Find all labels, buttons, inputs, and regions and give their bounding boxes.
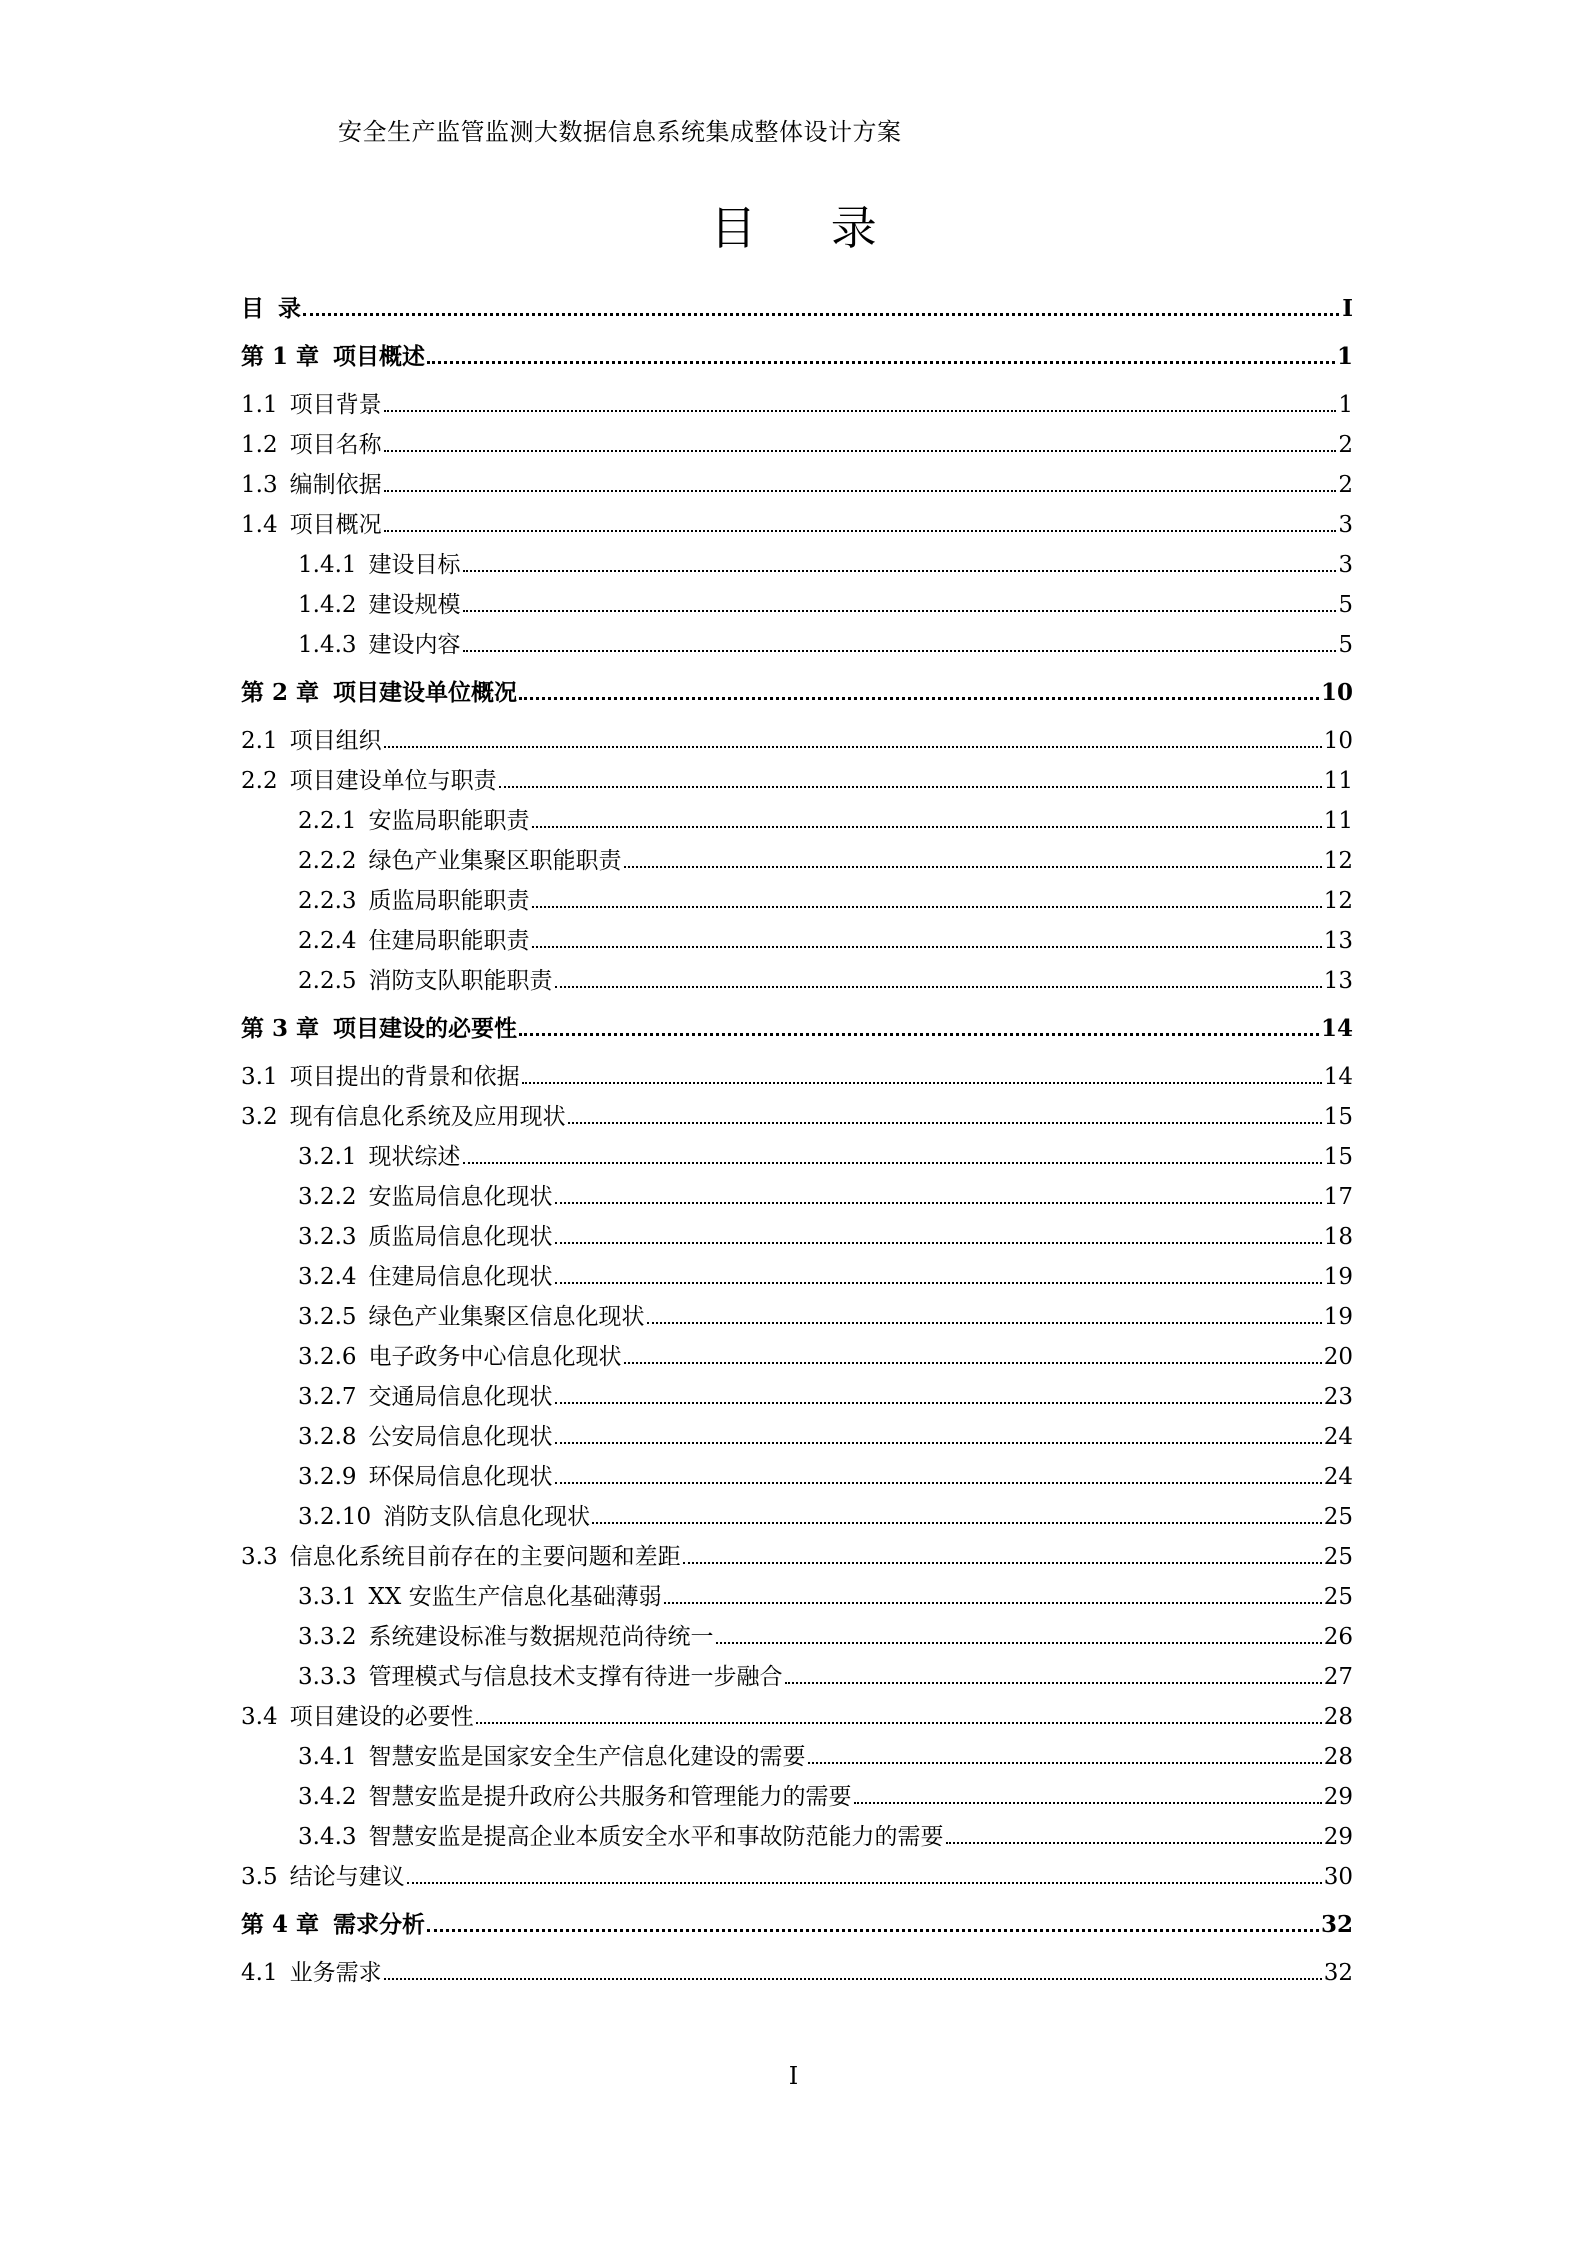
toc-entry[interactable] <box>241 1010 1353 1050</box>
toc-entry-number: 3.2.5 <box>298 1304 357 1330</box>
toc-entry-page: 28 <box>1323 1744 1353 1770</box>
toc-entry-page: 29 <box>1323 1784 1353 1810</box>
toc-entry[interactable] <box>241 1738 1353 1778</box>
toc-entry[interactable] <box>241 1498 1353 1538</box>
toc-entry-page: 13 <box>1323 968 1353 994</box>
toc-entry-label: 智慧安监是提升政府公共服务和管理能力的需要 <box>368 1784 852 1810</box>
toc-entry-label: 安监局职能职责 <box>368 808 530 834</box>
toc-entry-number: 2.1 <box>241 728 278 754</box>
toc-entry[interactable] <box>241 1258 1353 1298</box>
toc-entry[interactable] <box>241 802 1353 842</box>
toc-entry-number: 3.1 <box>241 1064 278 1090</box>
toc-entry[interactable] <box>241 962 1353 1002</box>
toc-entry[interactable] <box>241 1778 1353 1818</box>
toc-entry-number: 2.2.5 <box>298 968 357 994</box>
toc-entry-number: 2.2.3 <box>298 888 357 914</box>
toc-entry-label: 项目建设单位与职责 <box>289 768 497 794</box>
toc-entry-page: 24 <box>1323 1464 1353 1490</box>
toc-entry[interactable] <box>241 1418 1353 1458</box>
dot-leader <box>522 1082 1322 1084</box>
dot-leader <box>946 1842 1322 1844</box>
toc-entry-label: 智慧安监是国家安全生产信息化建设的需要 <box>368 1744 806 1770</box>
toc-entry-number: 3.2.10 <box>298 1504 372 1530</box>
toc-entry-label: 消防支队信息化现状 <box>383 1504 591 1530</box>
toc-entry-number: 3.4.2 <box>298 1784 357 1810</box>
toc-entry-label: 系统建设标准与数据规范尚待统一 <box>368 1624 714 1650</box>
dot-leader <box>683 1562 1322 1564</box>
toc-entry-page: 10 <box>1320 679 1353 706</box>
dot-leader <box>664 1602 1322 1604</box>
toc-entry-label: 现有信息化系统及应用现状 <box>289 1104 566 1130</box>
toc-entry-page: 19 <box>1323 1264 1353 1290</box>
toc-entry[interactable] <box>241 1906 1353 1946</box>
dot-leader <box>785 1682 1322 1684</box>
toc-entry-page: 1 <box>1336 343 1353 370</box>
toc-entry[interactable] <box>241 1218 1353 1258</box>
toc-entry[interactable] <box>241 426 1353 466</box>
toc-entry[interactable] <box>241 626 1353 666</box>
dot-leader <box>555 1402 1322 1404</box>
toc-entry-page: 23 <box>1323 1384 1353 1410</box>
dot-leader <box>592 1522 1322 1524</box>
toc-entry-label: 项目建设的必要性 <box>333 1015 518 1042</box>
toc-entry-page: 11 <box>1323 768 1353 794</box>
toc-entry-number: 3.2.9 <box>298 1464 357 1490</box>
toc-entry-label: 住建局职能职责 <box>368 928 530 954</box>
toc-entry-page: 12 <box>1323 848 1353 874</box>
dot-leader <box>555 1442 1322 1444</box>
toc-entry[interactable] <box>241 762 1353 802</box>
toc-entry-number: 第 2 章 <box>241 679 320 706</box>
dot-leader <box>407 1882 1322 1884</box>
toc-entry-label: 建设内容 <box>368 632 461 658</box>
toc-entry-page: 2 <box>1338 472 1353 498</box>
toc-entry-page: 29 <box>1323 1824 1353 1850</box>
table-of-contents <box>241 290 1353 1994</box>
toc-entry-label: 绿色产业集聚区信息化现状 <box>368 1304 645 1330</box>
dot-leader <box>854 1802 1322 1804</box>
toc-entry-number: 3.2 <box>241 1104 278 1130</box>
toc-entry[interactable] <box>241 586 1353 626</box>
dot-leader <box>384 746 1322 748</box>
toc-entry-number: 第 3 章 <box>241 1015 320 1042</box>
toc-entry-label: 质监局信息化现状 <box>368 1224 553 1250</box>
toc-entry-label: 消防支队职能职责 <box>368 968 553 994</box>
toc-entry-number: 目 <box>241 295 264 322</box>
toc-entry-page: 19 <box>1323 1304 1353 1330</box>
toc-entry-label: 现状综述 <box>368 1144 461 1170</box>
toc-entry-number: 3.2.8 <box>298 1424 357 1450</box>
toc-entry-label: 公安局信息化现状 <box>368 1424 553 1450</box>
toc-entry[interactable] <box>241 506 1353 546</box>
dot-leader <box>532 826 1322 828</box>
toc-entry-label: 项目建设单位概况 <box>333 679 518 706</box>
dot-leader <box>519 1033 1319 1036</box>
dot-leader <box>463 570 1337 572</box>
toc-entry-number: 3.3.1 <box>298 1584 357 1610</box>
dot-leader <box>555 1282 1322 1284</box>
toc-entry[interactable] <box>241 922 1353 962</box>
toc-entry-label: 智慧安监是提高企业本质安全水平和事故防范能力的需要 <box>368 1824 944 1850</box>
toc-entry-page: 13 <box>1323 928 1353 954</box>
toc-entry-page: 1 <box>1338 392 1353 418</box>
toc-entry-label: 住建局信息化现状 <box>368 1264 553 1290</box>
toc-entry-page: 3 <box>1338 552 1353 578</box>
toc-entry[interactable] <box>241 1138 1353 1178</box>
toc-entry-page: 5 <box>1338 592 1353 618</box>
toc-entry-label: 项目概述 <box>333 343 426 370</box>
toc-entry-number: 3.2.7 <box>298 1384 357 1410</box>
toc-entry-label: 安监局信息化现状 <box>368 1184 553 1210</box>
toc-entry-label: 录 <box>278 295 301 322</box>
toc-entry-page: 5 <box>1338 632 1353 658</box>
dot-leader <box>384 410 1337 412</box>
toc-entry-label: 信息化系统目前存在的主要问题和差距 <box>289 1544 681 1570</box>
dot-leader <box>303 313 1339 316</box>
toc-entry-label: 项目概况 <box>289 512 382 538</box>
dot-leader <box>384 530 1337 532</box>
toc-entry-number: 3.2.6 <box>298 1344 357 1370</box>
dot-leader <box>532 946 1322 948</box>
toc-entry-label: 项目名称 <box>289 432 382 458</box>
toc-entry[interactable] <box>241 1298 1353 1338</box>
toc-entry[interactable] <box>241 466 1353 506</box>
toc-entry-label: 建设规模 <box>368 592 461 618</box>
toc-entry-label: 环保局信息化现状 <box>368 1464 553 1490</box>
toc-entry-label: XX 安监生产信息化基础薄弱 <box>368 1584 662 1610</box>
toc-entry-label: 质监局职能职责 <box>368 888 530 914</box>
toc-entry-number: 2.2.1 <box>298 808 357 834</box>
toc-entry-number: 3.4.1 <box>298 1744 357 1770</box>
toc-entry-number: 3.2.3 <box>298 1224 357 1250</box>
toc-entry[interactable] <box>241 1098 1353 1138</box>
toc-entry[interactable] <box>241 290 1353 330</box>
toc-entry-page: 24 <box>1323 1424 1353 1450</box>
dot-leader <box>463 1162 1322 1164</box>
toc-entry-number: 1.4.2 <box>298 592 357 618</box>
dot-leader <box>555 1242 1322 1244</box>
toc-entry[interactable] <box>241 722 1353 762</box>
toc-entry[interactable] <box>241 674 1353 714</box>
toc-entry-page: 12 <box>1323 888 1353 914</box>
toc-entry[interactable] <box>241 386 1353 426</box>
dot-leader <box>624 1362 1322 1364</box>
toc-entry-number: 3.5 <box>241 1864 278 1890</box>
toc-entry-page: 27 <box>1323 1664 1353 1690</box>
toc-entry-number: 3.3.2 <box>298 1624 357 1650</box>
toc-entry-label: 项目建设的必要性 <box>289 1704 474 1730</box>
toc-entry-page: 15 <box>1323 1144 1353 1170</box>
dot-leader <box>555 986 1322 988</box>
dot-leader <box>808 1762 1322 1764</box>
toc-entry-label: 需求分析 <box>333 1911 426 1938</box>
toc-entry-page: 15 <box>1323 1104 1353 1130</box>
toc-entry[interactable] <box>241 1458 1353 1498</box>
toc-entry-number: 2.2 <box>241 768 278 794</box>
toc-entry-page: 25 <box>1323 1504 1353 1530</box>
dot-leader <box>716 1642 1322 1644</box>
toc-entry-page: 25 <box>1323 1544 1353 1570</box>
toc-entry-label: 管理模式与信息技术支撑有待进一步融合 <box>368 1664 783 1690</box>
toc-entry-page: 30 <box>1323 1864 1353 1890</box>
toc-entry[interactable] <box>241 1178 1353 1218</box>
toc-entry-number: 3.2.2 <box>298 1184 357 1210</box>
toc-entry-page: 10 <box>1323 728 1353 754</box>
dot-leader <box>519 697 1319 700</box>
toc-entry-number: 第 1 章 <box>241 343 320 370</box>
toc-entry-label: 绿色产业集聚区职能职责 <box>368 848 622 874</box>
toc-entry-page: 14 <box>1320 1015 1353 1042</box>
toc-entry-page: 2 <box>1338 432 1353 458</box>
toc-entry-label: 项目提出的背景和依据 <box>289 1064 520 1090</box>
toc-entry[interactable] <box>241 1578 1353 1618</box>
toc-entry[interactable] <box>241 1858 1353 1898</box>
toc-entry-number: 第 4 章 <box>241 1911 320 1938</box>
toc-entry[interactable] <box>241 1378 1353 1418</box>
toc-entry-page: 18 <box>1323 1224 1353 1250</box>
toc-entry[interactable] <box>241 1818 1353 1858</box>
dot-leader <box>384 450 1337 452</box>
toc-entry[interactable] <box>241 1618 1353 1658</box>
toc-entry-number: 1.1 <box>241 392 278 418</box>
toc-title: 目 录 <box>710 201 907 255</box>
toc-entry-page: 28 <box>1323 1704 1353 1730</box>
toc-entry[interactable] <box>241 1658 1353 1698</box>
toc-entry[interactable] <box>241 1058 1353 1098</box>
toc-entry-number: 4.1 <box>241 1960 278 1986</box>
toc-entry-page: 25 <box>1323 1584 1353 1610</box>
toc-entry[interactable] <box>241 1698 1353 1738</box>
dot-leader <box>427 1929 1319 1932</box>
toc-entry-page: 20 <box>1323 1344 1353 1370</box>
dot-leader <box>555 1202 1322 1204</box>
toc-entry-label: 项目组织 <box>289 728 382 754</box>
toc-entry-page: 14 <box>1323 1064 1353 1090</box>
toc-entry[interactable] <box>241 1338 1353 1378</box>
toc-entry-page: 26 <box>1323 1624 1353 1650</box>
dot-leader <box>463 650 1337 652</box>
toc-entry[interactable] <box>241 842 1353 882</box>
toc-entry[interactable] <box>241 546 1353 586</box>
toc-entry-number: 3.2.1 <box>298 1144 357 1170</box>
toc-entry-number: 3.3 <box>241 1544 278 1570</box>
toc-entry-page: 17 <box>1323 1184 1353 1210</box>
toc-entry-number: 1.4 <box>241 512 278 538</box>
toc-entry-page: 32 <box>1320 1911 1353 1938</box>
toc-entry-number: 3.4.3 <box>298 1824 357 1850</box>
toc-entry-label: 编制依据 <box>289 472 382 498</box>
toc-entry[interactable] <box>241 338 1353 378</box>
page-number: I <box>788 2062 799 2090</box>
toc-entry-page: 3 <box>1338 512 1353 538</box>
toc-entry-label: 电子政务中心信息化现状 <box>368 1344 622 1370</box>
toc-entry-page: I <box>1342 295 1353 322</box>
dot-leader <box>463 610 1337 612</box>
dot-leader <box>427 361 1335 364</box>
toc-entry-page: 11 <box>1323 808 1353 834</box>
running-header: 安全生产监管监测大数据信息系统集成整体设计方案 <box>338 118 902 146</box>
toc-entry-label: 结论与建议 <box>289 1864 405 1890</box>
toc-entry-label: 项目背景 <box>289 392 382 418</box>
toc-entry-number: 2.2.2 <box>298 848 357 874</box>
dot-leader <box>647 1322 1322 1324</box>
toc-entry[interactable] <box>241 1538 1353 1578</box>
toc-entry-number: 1.2 <box>241 432 278 458</box>
toc-entry-page: 32 <box>1323 1960 1353 1986</box>
toc-entry-label: 建设目标 <box>368 552 461 578</box>
toc-entry-label: 交通局信息化现状 <box>368 1384 553 1410</box>
toc-entry[interactable] <box>241 882 1353 922</box>
dot-leader <box>499 786 1322 788</box>
dot-leader <box>532 906 1322 908</box>
dot-leader <box>476 1722 1322 1724</box>
dot-leader <box>384 490 1337 492</box>
dot-leader <box>555 1482 1322 1484</box>
toc-entry-number: 1.4.3 <box>298 632 357 658</box>
toc-entry-number: 2.2.4 <box>298 928 357 954</box>
toc-entry[interactable] <box>241 1954 1353 1994</box>
toc-entry-number: 3.4 <box>241 1704 278 1730</box>
toc-entry-number: 3.3.3 <box>298 1664 357 1690</box>
toc-entry-number: 3.2.4 <box>298 1264 357 1290</box>
dot-leader <box>624 866 1322 868</box>
toc-entry-number: 1.3 <box>241 472 278 498</box>
dot-leader <box>568 1122 1322 1124</box>
dot-leader <box>384 1978 1322 1980</box>
toc-entry-number: 1.4.1 <box>298 552 357 578</box>
toc-entry-label: 业务需求 <box>289 1960 382 1986</box>
